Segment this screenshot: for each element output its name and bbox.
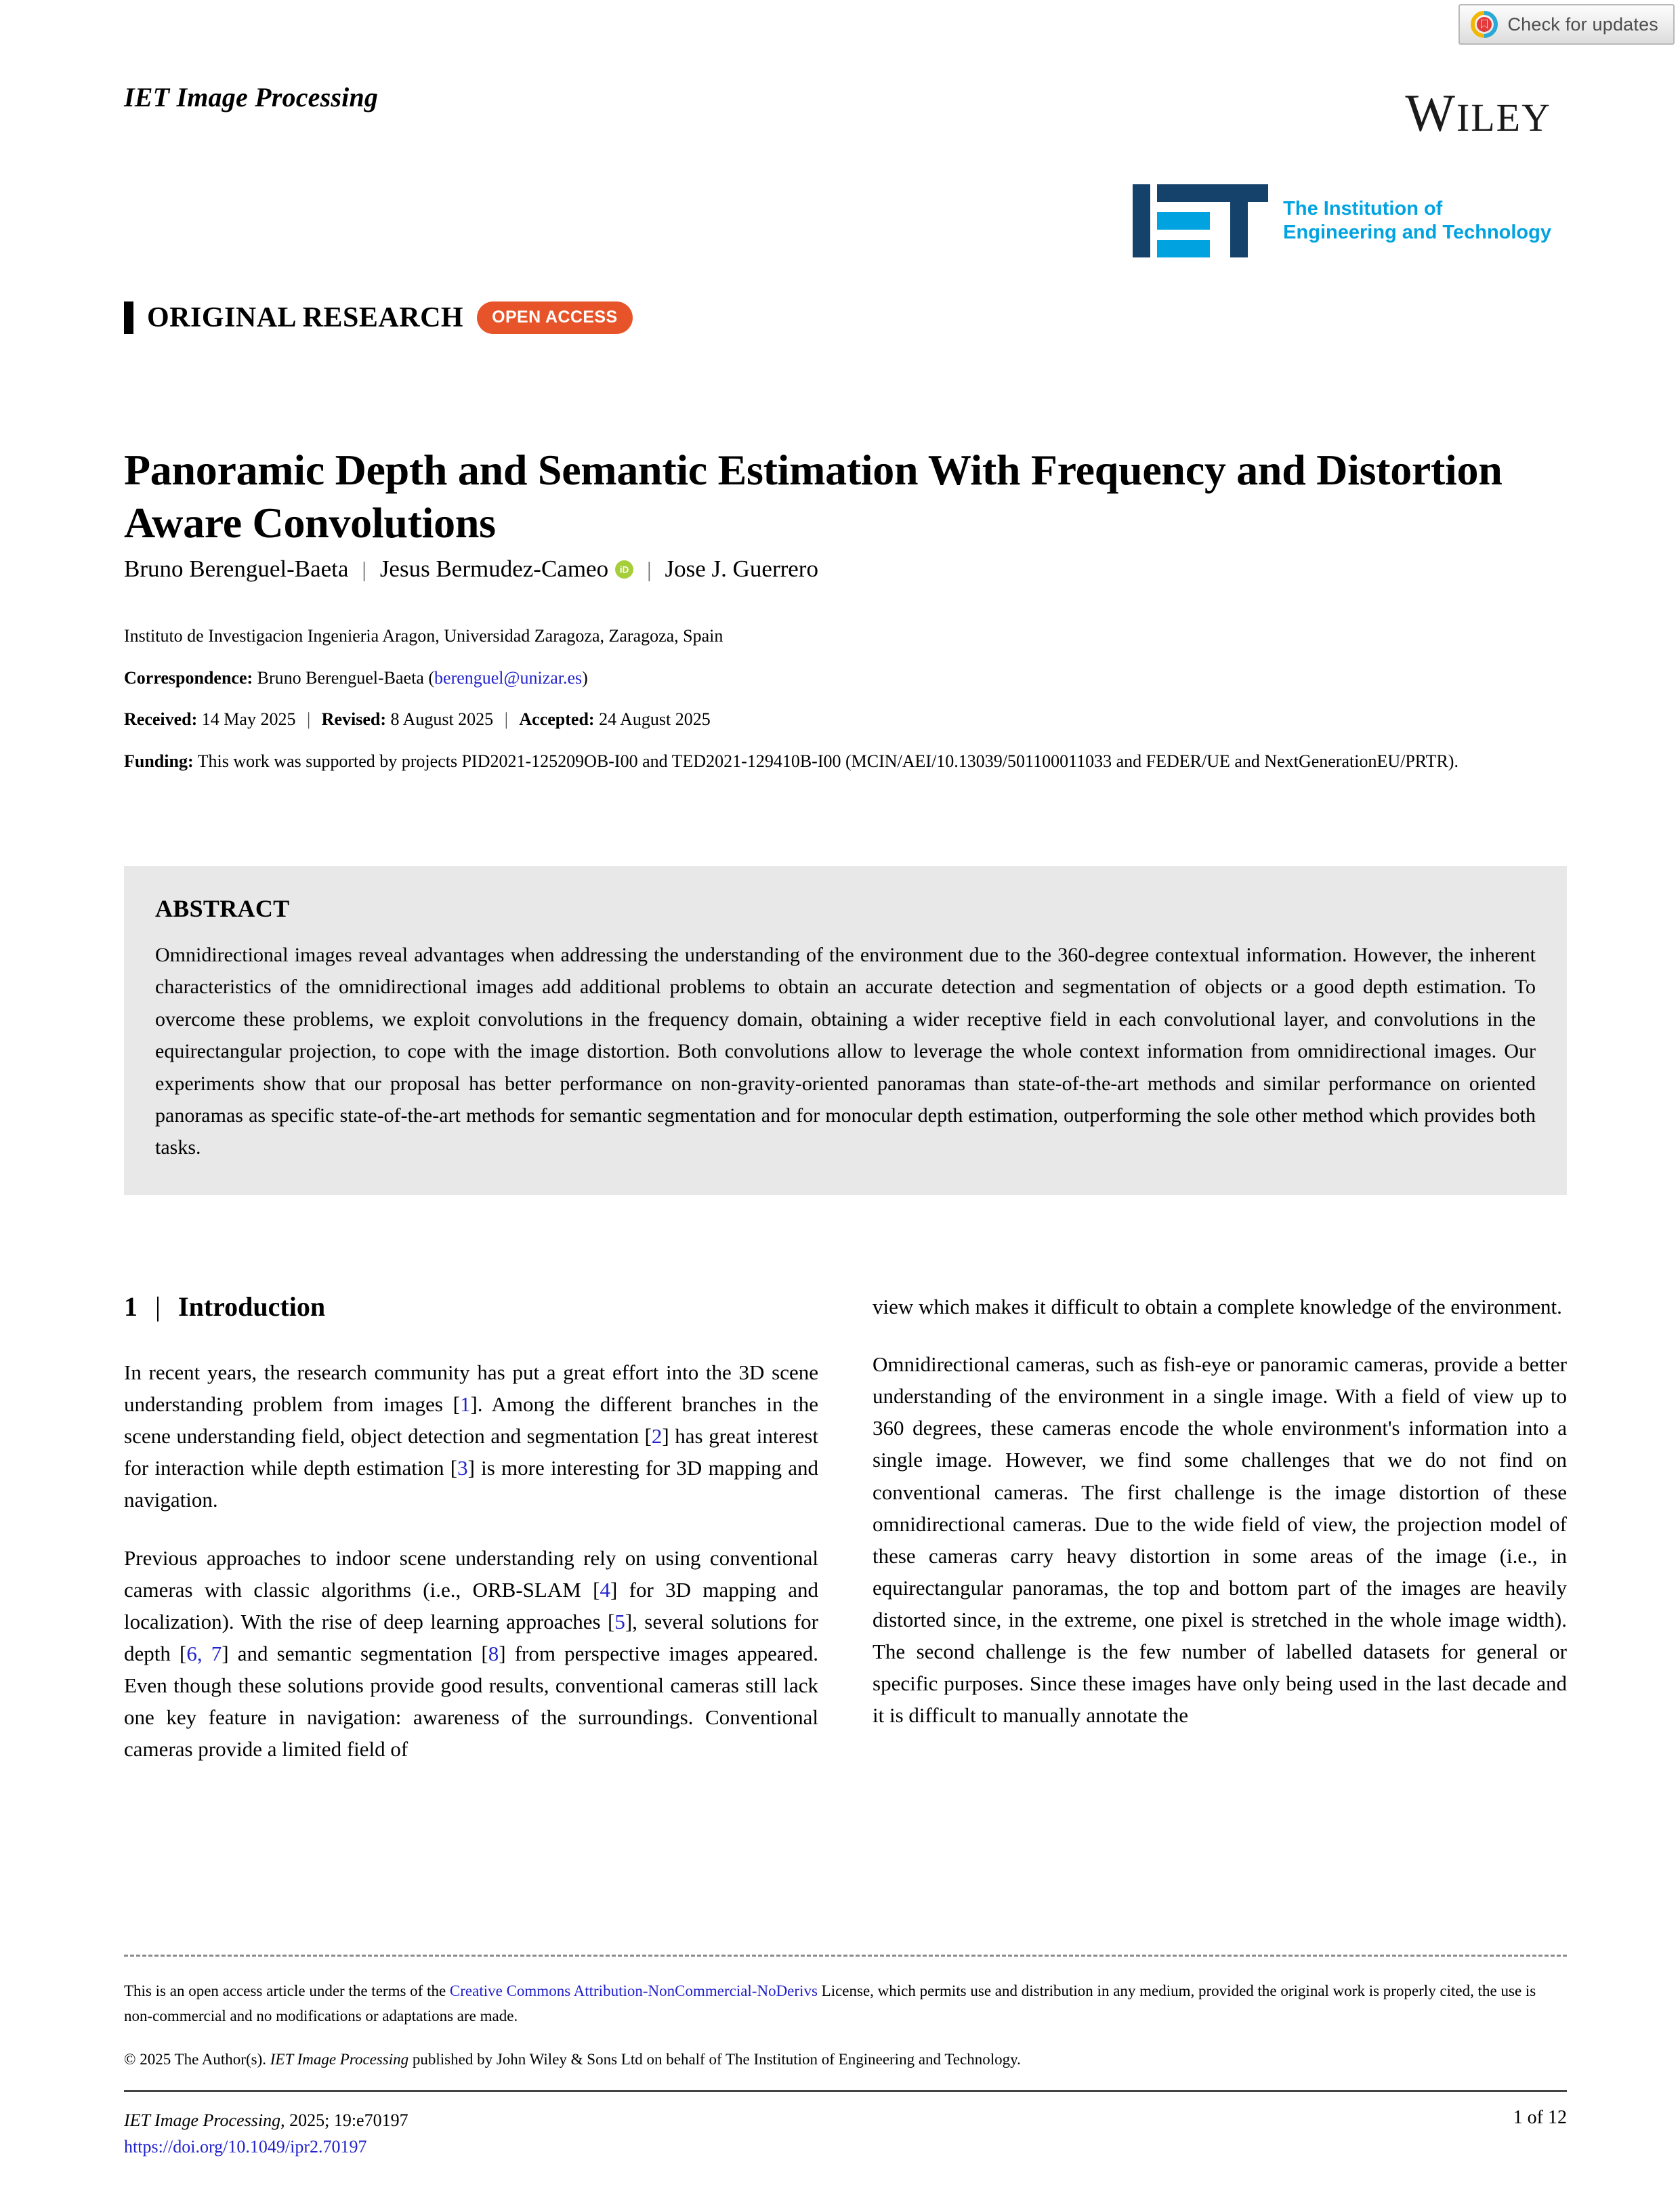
page-footer — [124, 2107, 1567, 2160]
author-name-1[interactable]: Bruno Berenguel-Baeta — [124, 556, 349, 582]
correspondence-email-link[interactable]: berenguel@unizar.es — [434, 667, 583, 688]
funding-label: Funding: — [124, 751, 194, 772]
author-separator-2: | — [647, 556, 652, 581]
funding-text: This work was supported by projects PID2021-125209OB-I00 and TED2021-129410B-I00 (MCIN/AEI/10.13039/501100011033 and FEDER/UE and NextGenerationEU/PRTR). — [197, 751, 1458, 772]
affiliation: Instituto de Investigacion Ingenieria Aragon, Universidad Zaragoza, Zaragoza, Spain — [124, 626, 723, 646]
citation-8[interactable]: 8 — [488, 1641, 499, 1665]
footer-solid-divider — [124, 2090, 1567, 2092]
citation-2[interactable]: 2 — [651, 1424, 663, 1449]
abstract-heading: ABSTRACT — [155, 895, 290, 922]
accepted-value: 24 August 2025 — [599, 709, 711, 730]
copyright-text-b: published by John Wiley & Sons Ltd on behalf of The Institution of Engineering and Technology. — [408, 2051, 1021, 2068]
citation-4[interactable]: 4 — [600, 1577, 610, 1602]
p1-text-b: ]. Among the different branches in the scene understanding field, object detection and segmentation [ — [124, 1392, 818, 1449]
license-text-a: This is an open access article under the terms of the — [124, 1982, 450, 1999]
footer-dashed-divider — [124, 1955, 1567, 1957]
footer-journal-name: IET Image Processing — [124, 2110, 281, 2130]
page-title: Panoramic Depth and Semantic Estimation With Frequency and Distortion Aware Convolutions — [124, 445, 1503, 547]
p1-text-a: In recent years, the research community has put a great effort into the 3D scene understanding problem from images [ — [124, 1360, 818, 1417]
iet-logo-line1: The Institution of — [1283, 198, 1443, 220]
license-statement — [124, 1978, 1567, 2029]
funding-row — [124, 749, 1567, 774]
license-text-b: License, which permits use and distribution in any medium, provided the original work is properly cited, the use is non-commercial and no modifications or adaptations are made. — [124, 1982, 1536, 2025]
iet-logo-text — [1283, 197, 1551, 245]
svg-text:iD: iD — [619, 564, 629, 575]
revised-label: Revised: — [321, 709, 386, 730]
paragraph-left-1 — [124, 1356, 818, 1516]
article-type-bar — [124, 301, 133, 334]
wiley-logo-rest: ILEY — [1456, 96, 1551, 140]
author-name-3[interactable]: Jose J. Guerrero — [665, 556, 818, 582]
footer-citation — [124, 2107, 408, 2160]
iet-logo-line2: Engineering and Technology — [1283, 222, 1551, 243]
article-type-row — [124, 301, 633, 334]
check-for-updates-label: Check for updates — [1507, 14, 1658, 35]
iet-logo-mark — [1133, 184, 1268, 257]
paren-close: ) — [582, 667, 588, 688]
paragraph-right-2: Omnidirectional cameras, such as fish-eye or panoramic cameras, provide a better understanding of the environment in a single image. With a field of view up to 360 degrees, these cameras encode the whole environment's information into a single image. However, we find some challenges that we do not find on conventional cameras. The first challenge is the image distortion of these omnidirectional cameras. Due to the wide field of view, the projection model of these cameras carry heavy distortion in some areas of the image (i.e., in equirectangular panoramas, the top and bottom part of the images are heavily distorted since, in the extreme, one pixel is stretched in the whole image width). The second challenge is the few number of labelled datasets for general or specific purposes. Since these images have only being used in the last decade and it is difficult to manually annotate the — [873, 1352, 1567, 1728]
author-separator-1: | — [362, 556, 366, 581]
paragraph-left-2 — [124, 1542, 818, 1766]
wiley-logo — [1405, 83, 1551, 142]
dates-row — [124, 707, 1567, 732]
dates-separator-2: | — [504, 709, 508, 730]
article-type-label: ORIGINAL RESEARCH — [147, 302, 464, 333]
p1-text-c: ] has great interest for interaction while depth estimation [ — [124, 1424, 818, 1480]
copyright-statement — [124, 2051, 1567, 2068]
citation-3[interactable]: 3 — [457, 1456, 468, 1480]
creative-commons-link[interactable]: Creative Commons Attribution-NonCommercial-NoDerivs — [449, 1982, 818, 1999]
section-title: Introduction — [178, 1291, 326, 1322]
column-left — [124, 1291, 818, 1880]
p2-text-c: ], several solutions for depth [ — [124, 1609, 818, 1665]
section-pipe: | — [155, 1291, 161, 1322]
paragraph-right-1: view which makes it difficult to obtain a complete knowledge of the environment. — [873, 1295, 1562, 1318]
section-heading-introduction — [124, 1291, 818, 1322]
open-access-badge: OPEN ACCESS — [477, 301, 632, 334]
citation-1[interactable]: 1 — [459, 1392, 471, 1417]
page-number: 1 of 12 — [1513, 2107, 1567, 2128]
copyright-text-a: © 2025 The Author(s). — [124, 2051, 270, 2068]
footer-citation-rest: , 2025; 19:e70197 — [280, 2110, 408, 2130]
correspondence-label: Correspondence: — [124, 667, 253, 688]
paren-open: ( — [428, 667, 435, 688]
abstract-section — [124, 866, 1567, 1195]
p1-text-d: ] is more interesting for 3D mapping and navigation. — [124, 1456, 818, 1512]
journal-name: IET Image Processing — [124, 82, 379, 112]
dates-separator-1: | — [306, 709, 311, 730]
orcid-icon[interactable] — [615, 560, 633, 579]
received-label: Received: — [124, 709, 198, 730]
author-list — [124, 556, 818, 583]
wiley-logo-initial: W — [1405, 83, 1456, 142]
citation-5[interactable]: 5 — [614, 1609, 625, 1633]
p2-text-d: ] and semantic segmentation [ — [222, 1641, 488, 1665]
check-for-updates-button[interactable] — [1458, 4, 1675, 45]
abstract-text: Omnidirectional images reveal advantages when addressing the understanding of the environment due to the 360-degree contextual information. However, the inherent characteristics of the omnidirectional images add additional problems to obtain an accurate detection and segmentation of objects or a good depth estimation. To overcome these problems, we exploit convolutions in the frequency domain, obtaining a wider receptive field in each convolutional layer, and convolutions in the equirectangular projection, to cope with the image distortion. Both convolutions allow to leverage the whole context information from omnidirectional images. Our experiments show that our proposal has better performance on non-gravity-oriented panoramas than state-of-the-art methods and similar performance on oriented panoramas as specific state-of-the-art methods for semantic segmentation and for monocular depth estimation, outperforming the sole other method which provides both tasks. — [155, 944, 1536, 1159]
revised-value: 8 August 2025 — [390, 709, 494, 730]
citation-6-7[interactable]: 6, 7 — [186, 1641, 222, 1665]
accepted-label: Accepted: — [519, 709, 595, 730]
crossmark-updates-icon — [1471, 11, 1498, 38]
body-columns — [124, 1291, 1567, 1880]
footer-citation-line — [124, 2107, 408, 2133]
column-right — [873, 1291, 1567, 1880]
doi-link[interactable]: https://doi.org/10.1049/ipr2.70197 — [124, 2137, 367, 2157]
section-number: 1 — [124, 1291, 138, 1322]
received-value: 14 May 2025 — [201, 709, 296, 730]
p2-text-a: Previous approaches to indoor scene understanding rely on using conventional cameras with classic algorithms (i.e., ORB-SLAM [ — [124, 1545, 818, 1602]
article-metadata — [124, 623, 1567, 774]
p2-text-e: ] from perspective images appeared. Even though these solutions provide good results, conventional cameras still lack one key feature in navigation: awareness of the surroundings. Conventional cameras provide a limited field of — [124, 1641, 819, 1762]
iet-logo — [1133, 184, 1551, 257]
correspondence-row — [124, 665, 1567, 691]
correspondence-name: Bruno Berenguel-Baeta — [257, 667, 424, 688]
author-name-2[interactable]: Jesus Bermudez-Cameo — [379, 556, 609, 582]
copyright-journal-name: IET Image Processing — [270, 2051, 409, 2068]
p2-text-b: ] for 3D mapping and localization). With the rise of deep learning approaches [ — [124, 1577, 818, 1633]
